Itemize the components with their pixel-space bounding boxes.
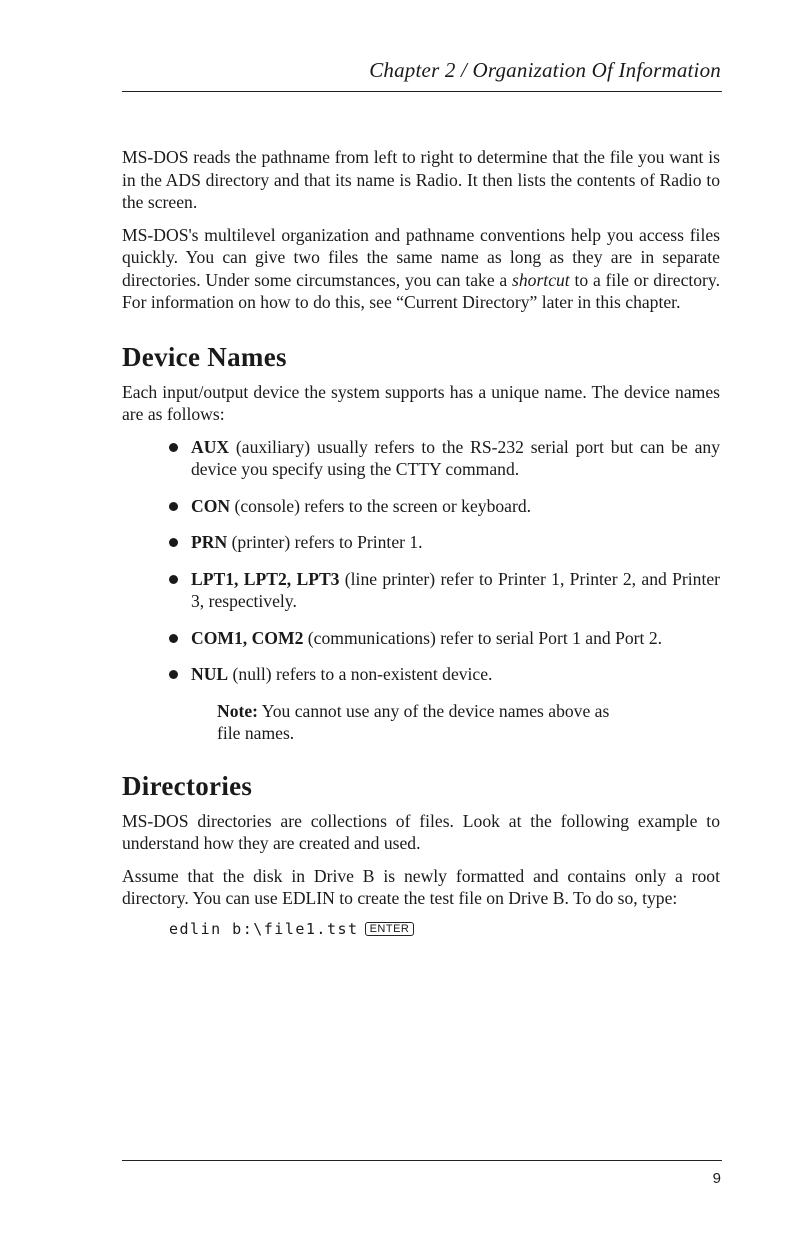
device-term: LPT1, LPT2, LPT3 (191, 568, 340, 589)
footer-rule (122, 1160, 722, 1161)
directories-paragraph-1: MS-DOS directories are collections of files. Look at the following example to understand how they are created and used. (122, 810, 720, 853)
device-term: CON (191, 495, 231, 516)
device-desc: (console) refers to the screen or keyboard. (230, 495, 532, 516)
note-text: You cannot use any of the device names above as file names. (217, 700, 610, 743)
device-term: COM1, COM2 (191, 627, 304, 648)
device-term: AUX (191, 436, 230, 457)
header-rule (122, 91, 722, 92)
running-header: Chapter 2 / Organization Of Information (369, 58, 721, 82)
enter-key-icon: ENTER (365, 922, 415, 936)
note-label: Note: (217, 700, 259, 721)
bullet-icon (169, 670, 178, 679)
page-number: 9 (712, 1170, 721, 1187)
device-item-nul (122, 663, 720, 686)
device-item-lpt (122, 568, 720, 613)
device-list (122, 436, 720, 686)
intro-paragraph-2 (122, 224, 720, 314)
device-desc: (communications) refer to serial Port 1 and Port 2. (303, 627, 663, 648)
device-term: PRN (191, 532, 228, 552)
bullet-icon (169, 538, 178, 547)
device-item-aux (122, 436, 720, 481)
directories-heading: Directories (122, 770, 253, 801)
device-term: NUL (191, 664, 229, 684)
bullet-icon (169, 502, 178, 511)
bullet-icon (169, 575, 178, 584)
directories-paragraph-2: Assume that the disk in Drive B is newly formatted and contains only a root directory. You can use EDLIN to create the test file on Drive B. To do so, type: (122, 865, 720, 908)
device-names-intro: Each input/output device the system supports has a unique name. The device names are as follows: (122, 381, 720, 424)
intro-paragraph-2-start: MS-DOS's multilevel organization and pathname conventions help you access files quickly. You can give two files the same name as long as they are in separate directories. Under some circumstances, you can take a (122, 224, 720, 290)
intro-paragraph-1: MS-DOS reads the pathname from left to right to determine that the file you want is in the ADS directory and that its name is Radio. It then lists the contents of Radio to the screen. (122, 147, 720, 212)
device-desc: (auxiliary) usually refers to the RS-232 serial port but can be any device you specify using the CTTY command. (191, 436, 720, 479)
device-desc: (line printer) refer to Printer 1, Printer 2, and Printer 3, respectively. (191, 568, 720, 611)
command-text: edlin b:\file1.tst (169, 919, 359, 938)
page-content (122, 146, 720, 938)
device-item-con (122, 495, 720, 518)
device-note (217, 700, 637, 745)
bullet-icon (169, 634, 178, 643)
device-desc: (null) refers to a non-existent device. (228, 664, 493, 684)
command-example (169, 920, 720, 938)
intro-paragraph-2-end: to a file or directory. For information on how to do this, see “Current Directory” later in this chapter. (122, 269, 720, 312)
device-names-heading: Device Names (122, 341, 287, 372)
device-desc: (printer) refers to Printer 1. (227, 532, 423, 552)
device-item-com (122, 627, 720, 650)
bullet-icon (169, 443, 178, 452)
shortcut-emphasis: shortcut (512, 269, 570, 290)
device-item-prn (122, 531, 720, 554)
